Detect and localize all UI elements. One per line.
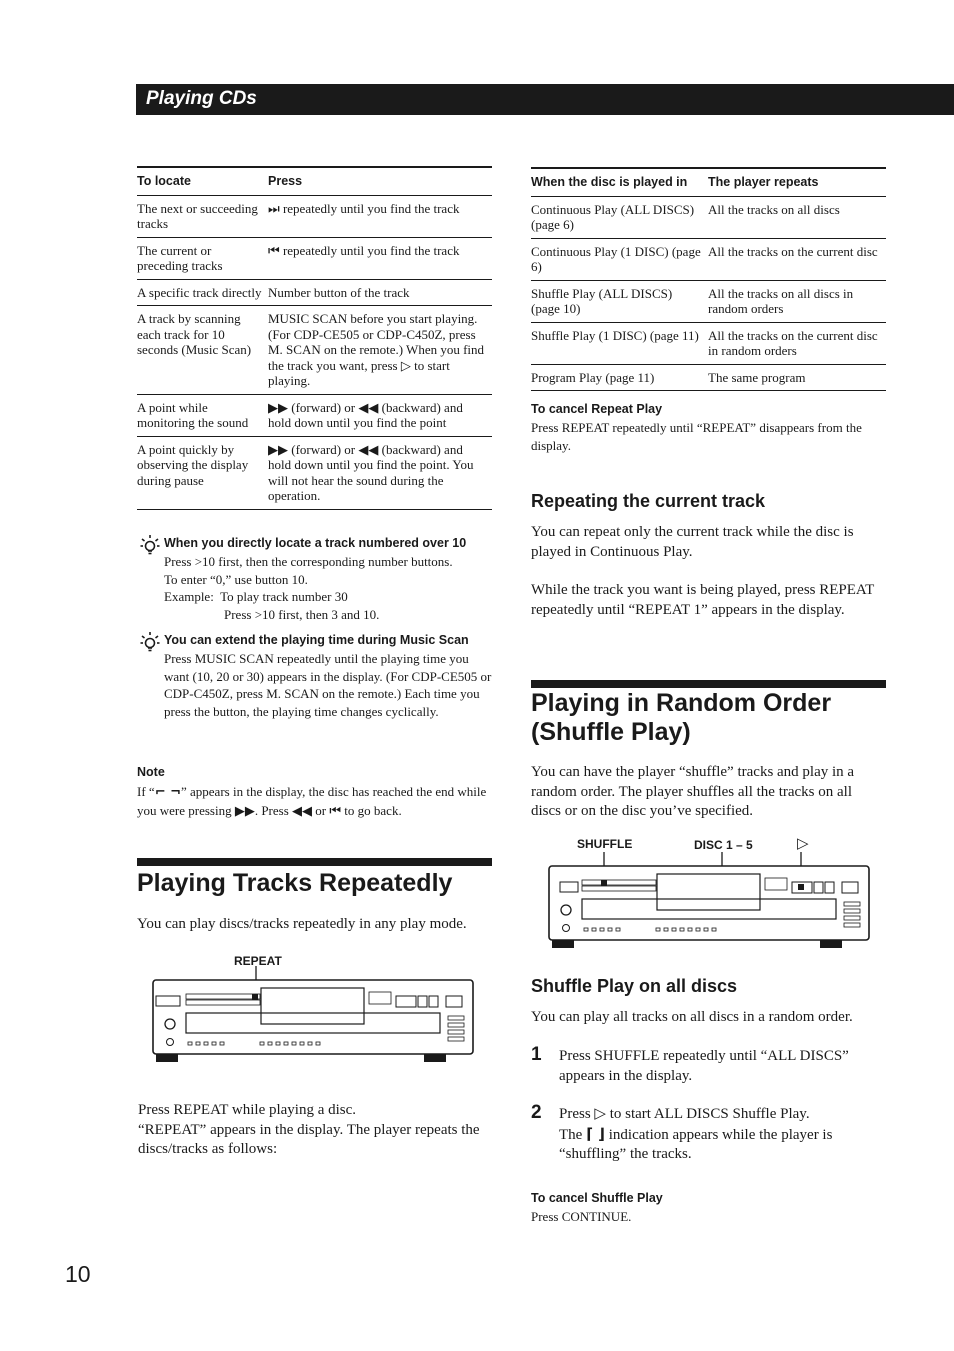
tip-lightbulb-icon xyxy=(140,631,160,658)
note-title: Note xyxy=(137,765,165,779)
repeat-para-line: Press REPEAT while playing a disc. xyxy=(138,1102,357,1118)
section-header-title: Playing CDs xyxy=(146,88,257,109)
locate-cell: A point while monitoring the sound xyxy=(137,394,268,436)
step-number: 2 xyxy=(531,1102,542,1123)
section-title xyxy=(531,689,831,747)
subsection-para: While the track you want is being played, press REPEAT repeatedly until “REPEAT 1” appears in the display. xyxy=(531,582,874,618)
section-header-bar xyxy=(136,84,954,115)
tip-line: Example: To play track number 30 xyxy=(164,589,348,604)
cd-player-diagram xyxy=(546,852,872,956)
cancel-shuffle-title: To cancel Shuffle Play xyxy=(531,1191,663,1205)
table-row xyxy=(137,394,492,436)
section-title-line: Playing in Random Order xyxy=(531,689,832,717)
table-row xyxy=(531,238,886,280)
table-row xyxy=(137,306,492,395)
tip-line: To enter “0,” use button 10. xyxy=(164,571,308,587)
step-text: Press SHUFFLE repeatedly until “ALL DISCS” appears in the display. xyxy=(559,1048,849,1084)
step-line: The xyxy=(559,1126,583,1143)
note-text: ” appears in the display, the disc has reached the end while you were pressing ▶▶. Press ◀◀ or ⏮ to go back. xyxy=(137,784,487,818)
press-cell: Number button of the track xyxy=(268,279,492,306)
mode-col-header: When the disc is played in xyxy=(531,168,708,196)
table-row xyxy=(531,196,886,238)
tip-body: Press MUSIC SCAN repeatedly until the playing time you want (10, 20 or 30) appears in the display. (For CDP-CE505 or CDP-C450Z, press M. SCAN on the remote.) Each time you press the button, the playing time changes cyclically. xyxy=(164,651,492,719)
shuffle-display-glyph: ⌈ ⌋ xyxy=(586,1124,606,1143)
table-row xyxy=(531,322,886,364)
tip-line: Press >10 first, then 3 and 10. xyxy=(224,606,380,622)
cancel-shuffle-text: Press CONTINUE. xyxy=(531,1209,632,1224)
mode-cell: Shuffle Play (1 DISC) (page 11) xyxy=(531,322,708,364)
repeat-label: REPEAT xyxy=(234,954,282,968)
repeats-cell: All the tracks on the current disc xyxy=(708,238,886,280)
step-line: Press ▷ to start ALL DISCS Shuffle Play. xyxy=(559,1106,810,1122)
table-row xyxy=(137,237,492,279)
cancel-repeat-title: To cancel Repeat Play xyxy=(531,402,663,416)
table-row xyxy=(531,280,886,322)
section-title: Playing Tracks Repeatedly xyxy=(137,869,453,897)
mode-cell: Continuous Play (1 DISC) (page 6) xyxy=(531,238,708,280)
subsection-para: You can play all tracks on all discs in a random order. xyxy=(531,1009,853,1025)
tip-line: Press >10 first, then the corresponding number buttons. xyxy=(164,554,453,569)
repeats-col-header: The player repeats xyxy=(708,168,886,196)
press-cell: MUSIC SCAN before you start playing. (For CDP-CE505 or CDP-C450Z, press M. SCAN on the remote.) When you find the track you want, press ▷ to start playing. xyxy=(268,306,492,395)
display-glyph: ⌐ ¬ xyxy=(154,785,181,800)
locate-cell: A track by scanning each track for 10 seconds (Music Scan) xyxy=(137,306,268,395)
repeat-para xyxy=(138,1101,488,1160)
section-intro: You can play discs/tracks repeatedly in any play mode. xyxy=(137,916,467,932)
section-rule xyxy=(137,858,492,866)
section-intro: You can have the player “shuffle” tracks and play in a random order. The player shuffles all the tracks on all discs or on the disc you’ve specified. xyxy=(531,764,855,819)
section-title-line: (Shuffle Play) xyxy=(531,718,691,746)
step-text xyxy=(559,1105,879,1165)
table-row xyxy=(531,364,886,391)
note-text: If “ xyxy=(137,784,155,799)
press-col-header: Press xyxy=(268,167,492,195)
press-cell: ▶▶ (forward) or ◀◀ (backward) and hold down until you find the point xyxy=(268,394,492,436)
tip-title: You can extend the playing time during Music Scan xyxy=(164,633,469,647)
locate-cell: The next or succeeding tracks xyxy=(137,195,268,237)
locate-table xyxy=(137,166,492,510)
mode-cell: Program Play (page 11) xyxy=(531,364,708,391)
press-cell: ⏮ repeatedly until you find the track xyxy=(268,237,492,279)
subsection-para: You can repeat only the current track while the disc is played in Continuous Play. xyxy=(531,524,854,560)
repeat-table xyxy=(531,167,886,391)
cd-player-diagram xyxy=(150,966,476,1070)
table-row xyxy=(137,195,492,237)
mode-cell: Shuffle Play (ALL DISCS) (page 10) xyxy=(531,280,708,322)
subsection-title: Shuffle Play on all discs xyxy=(531,976,738,996)
repeats-cell: All the tracks on all discs xyxy=(708,196,886,238)
note-body xyxy=(137,783,493,819)
subsection-title: Repeating the current track xyxy=(531,491,766,511)
repeats-cell: The same program xyxy=(708,364,886,391)
table-row xyxy=(137,436,492,509)
play-icon: ▷ xyxy=(797,834,809,852)
repeats-cell: All the tracks on the current disc in random orders xyxy=(708,322,886,364)
repeat-para-line: “REPEAT” appears in the display. The player repeats the discs/tracks as follows: xyxy=(138,1121,480,1157)
press-cell: ⏭ repeatedly until you find the track xyxy=(268,195,492,237)
locate-cell: A point quickly by observing the display during pause xyxy=(137,436,268,509)
locate-cell: The current or preceding tracks xyxy=(137,237,268,279)
step-line: indication appears while the player is “shuffling” the tracks. xyxy=(559,1126,833,1162)
tip-title: When you directly locate a track numbered over 10 xyxy=(164,536,467,550)
shuffle-label: SHUFFLE xyxy=(577,837,633,851)
repeats-cell: All the tracks on all discs in random orders xyxy=(708,280,886,322)
mode-cell: Continuous Play (ALL DISCS) (page 6) xyxy=(531,196,708,238)
locate-col-header: To locate xyxy=(137,167,268,195)
cancel-repeat-text: Press REPEAT repeatedly until “REPEAT” disappears from the display. xyxy=(531,420,862,453)
section-rule xyxy=(531,680,886,688)
step-number: 1 xyxy=(531,1044,542,1065)
press-cell: ▶▶ (forward) or ◀◀ (backward) and hold down until you find the point. You will not hear the sound during the operation. xyxy=(268,436,492,509)
table-row xyxy=(137,279,492,306)
page-number: 10 xyxy=(65,1261,91,1287)
tip-body xyxy=(164,553,494,623)
tip-lightbulb-icon xyxy=(140,534,160,561)
locate-cell: A specific track directly xyxy=(137,279,268,306)
disc-label: DISC 1 – 5 xyxy=(694,838,753,852)
